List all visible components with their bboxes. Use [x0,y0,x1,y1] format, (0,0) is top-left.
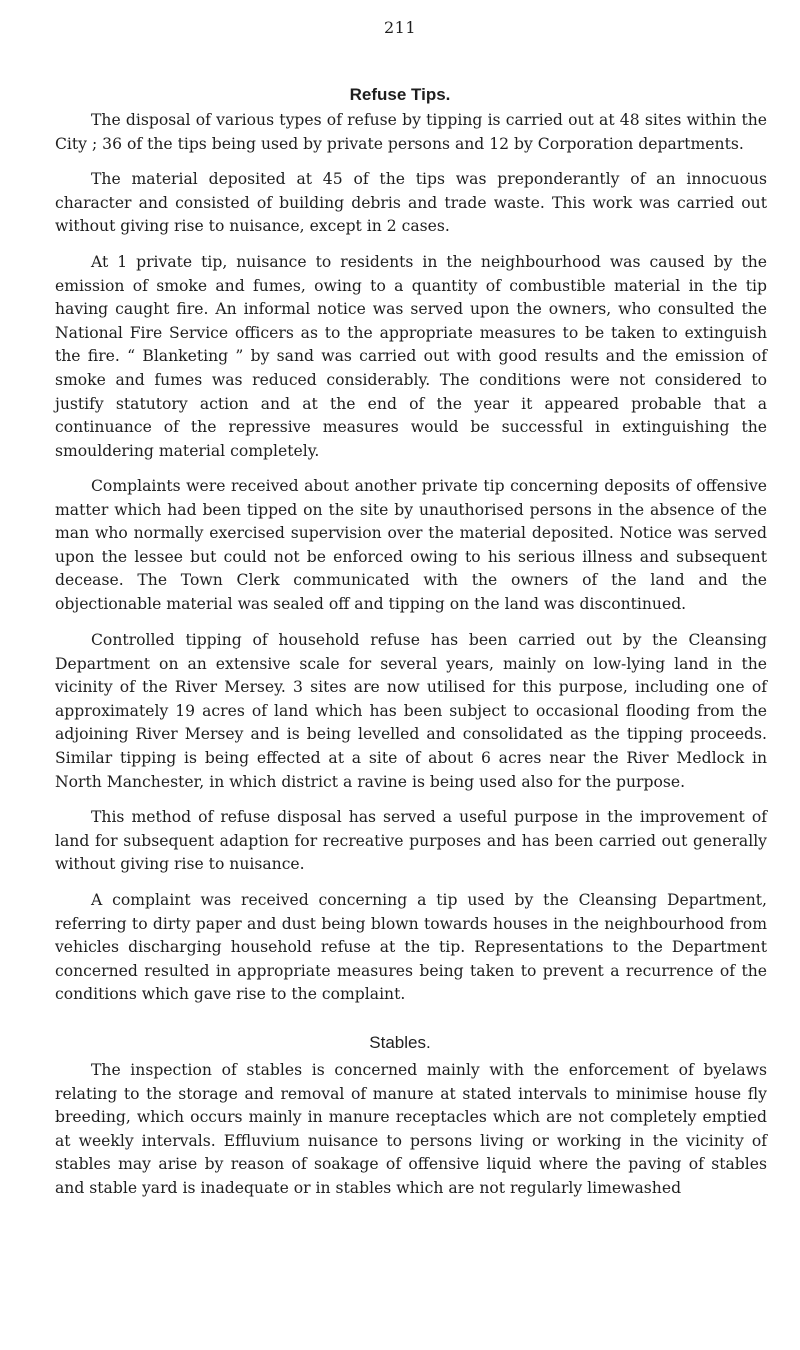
paragraph: The disposal of various types of refuse by tipping is carried out at 48 sites within the City ; 36 of the tips being used by private persons and 12 by Corporation departments. [55,111,767,153]
paragraph: The material deposited at 45 of the tips was preponderantly of an innocuous character and consisted of building debris and trade waste. This work was carried out without giving rise to nuisance, except in 2 cases. [55,170,767,236]
section-heading-stables: Stables. [369,1033,431,1052]
section-heading-refuse-tips: Refuse Tips. [349,85,451,104]
paragraph: The inspection of stables is concerned mainly with the enforcement of byelaws relating to the storage and removal of manure at stated intervals to minimise house fly breeding, which occurs mainly in manure receptacles which are not completely emptied at weekly intervals. Effluvium nuisance to persons living or working in the vicinity of stables may arise by reason of soakage of offensive liquid where the paving of stables and stable yard is inadequate or in stables which are not regularly limewashed [55,1061,767,1197]
page-number: 211 [383,18,417,37]
paragraph: At 1 private tip, nuisance to residents in the neighbourhood was caused by the emission of smoke and fumes, owing to a quantity of combustible material in the tip having caught fire. An informal notice was served upon the owners, who consulted the National Fire Service officers as to the appropriate measures to be taken to extinguish the fire. “ Blanketing ” by sand was carried out with good results and the emission of smoke and fumes was reduced considerably. The conditions were not considered to justify statutory action and at the end of the year it appeared probable that a continuance of the repressive measures would be successful in extinguishing the smouldering material completely. [55,253,767,460]
paragraph: Complaints were received about another private tip concerning deposits of offensive matter which had been tipped on the site by unauthorised persons in the absence of the man who normally exercised supervision over the material deposited. Notice was served upon the lessee but could not be enforced owing to his serious illness and subsequent decease. The Town Clerk communicated with the owners of the land and the objectionable material was sealed off and tipping on the land was discontinued. [55,477,767,613]
paragraph: A complaint was received concerning a tip used by the Cleansing Department, referring to dirty paper and dust being blown towards houses in the neighbourhood from vehicles discharging household refuse at the tip. Representations to the Department concerned resulted in appropriate measures being taken to prevent a recurrence of the conditions which gave rise to the complaint. [55,891,767,1004]
paragraph: Controlled tipping of household refuse has been carried out by the Cleansing Department on an extensive scale for several years, mainly on low-lying land in the vicinity of the River Mersey. 3 sites are now utilised for this purpose, including one of approximately 19 acres of land which has been subject to occasional flooding from the adjoining River Mersey and is being levelled and consolidated as the tipping proceeds. Similar tipping is being effected at a site of about 6 acres near the River Medlock in North Manchester, in which district a ravine is being used also for the purpose. [55,631,767,791]
paragraph: This method of refuse disposal has served a useful purpose in the improvement of land for subsequent adaption for recreative purposes and has been carried out generally without giving rise to nuisance. [55,808,767,874]
